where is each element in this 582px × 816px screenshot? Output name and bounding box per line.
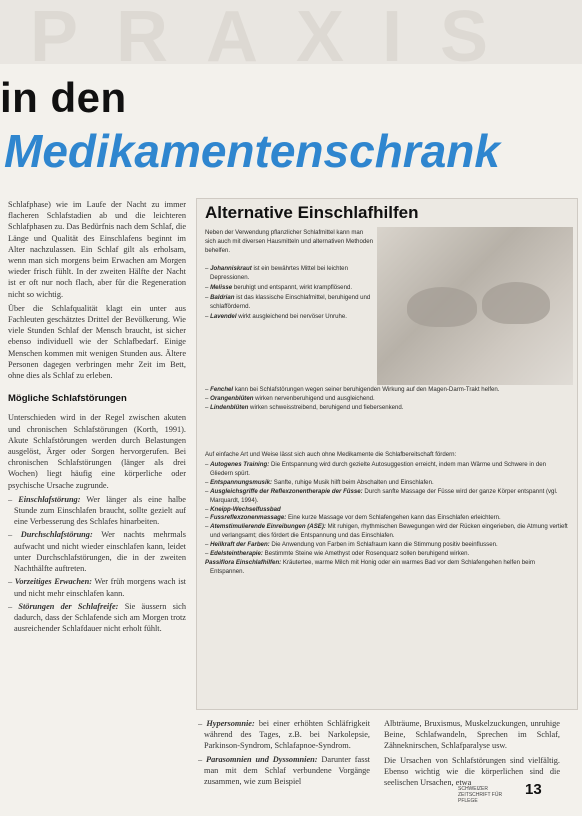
list-item: – Fussreflexzonenmassage: Eine kurze Massage vor dem Schlafengehen kann das Einschlafen erleichtern.: [205, 514, 501, 522]
paragraph: Unterschieden wird in der Regel zwischen akuten und chronischen Schlafstörungen (Korth, 1991). Akute Schlafstörungen werden durch Belastungen ausgelöst, Ärger oder Sorgen hervorgerufen. Bei chronischen Schlafstörungen (länger als drei Wochen) liegt häufig eine körperliche oder psychische Ursache zugrunde.: [8, 413, 186, 490]
box-intro: Neben der Verwendung pflanzlicher Schlafmittel kann man sich auch mit diversen Hausmitteln und alternativen Methoden behelfen.: [205, 229, 374, 254]
method-list: [205, 461, 569, 577]
list-item: – Durchschlafstörung: Wer nachts mehrmals aufwacht und nicht wieder einschlafen kann, leidet unter Durchschlafstörungen, die in der zweiten Nachthälfte auftreten.: [8, 530, 186, 574]
list-item: – Orangenblüten wirken nervenberuhigend und ausgleichend.: [205, 394, 375, 402]
list-item: – Johanniskraut ist ein bewährtes Mittel bei leichten Depressionen.: [205, 265, 348, 281]
subheading: Mögliche Schlafstörungen: [8, 393, 127, 405]
list-item: – Baldrian ist das klassische Einschlafmittel, beruhigend und schlaffördernd.: [205, 293, 371, 310]
hand-shape: [407, 287, 477, 327]
list-item: – Störungen der Schlafreife: Sie äussern sich dadurch, dass der Schlafende sich am Morgen trotz ausreichender Schlafdauer nicht erholt fühlt.: [8, 601, 186, 634]
list-item: – Kneipp-Wechselfussbad: [205, 505, 281, 513]
page-number: 13: [525, 781, 542, 798]
disorder-list: [8, 494, 186, 634]
header-band: [0, 0, 582, 77]
list-item: – Autogenes Training: Die Entspannung wird durch gezielte Autosuggestion erreicht, indem man Wärme und Schwere in den Gliedern spürt.: [205, 461, 546, 477]
paragraph: Über die Schlafqualität klagt ein unter aus Fachleuten geschätztes Drittel der Bevölkerung. Wie viele Stunden Schlaf der Mensch braucht, ist sicher ebenso individuell wie der Schlafbedarf. Einige Menschen kommen mit wenigen Stunden aus. Ältere Personen dagegen verbringen mehr Zeit im Bett, ohne dies als Schlaf zu erleben.: [8, 303, 186, 381]
herb-list-continued: [205, 386, 569, 413]
list-item: – Einschlafstörung: Wer länger als eine halbe Stunde zum Einschlafen braucht, sollte gezielt auf eine Verbesserung des Schlafes hinarbeiten.: [8, 494, 186, 527]
list-item: – Fenchel kann bei Schlafstörungen wegen seiner beruhigenden Wirkung auf den Magen-Darm-Trakt helfen.: [205, 386, 500, 393]
journal-footer: SCHWEIZER ZEITSCHRIFT FÜR PFLEGE: [458, 786, 503, 804]
list-item: – Parasomnien und Dyssomnien: Darunter fasst man mit dem Schlaf verbundene Vorgänge zusammen, wie zum Beispiel: [198, 754, 370, 787]
list-item: – Edelsteintherapie: Bestimmte Steine wie Amethyst oder Rosenquarz sollen beruhigend wirken.: [205, 550, 470, 558]
box-mid-text: Auf einfache Art und Weise lässt sich auch ohne Medikamente die Schlafbereitschaft fördern:: [205, 451, 457, 458]
box-title: Alternative Einschlafhilfen: [205, 203, 419, 222]
sidebar-box-alternative-sleep-aids: [196, 198, 578, 710]
paragraph: Schlafphase) wie im Laufe der Nacht zu immer flacheren Schlafstadien ab und die leichteren Schlafphasen zu. Das Bedürfnis nach dem Schlaf, die Länge und Qualität des Einschlafens beginnt im Alter nachzulassen. Ein Schlaf gilt als erholsam, wenn man sich morgens beim Erwachen am Morgen wieder frisch fühlt. In der zweiten Hälfte der Nacht ist er oft nur noch flach, aber für die Regeneration nicht so wichtig.: [8, 200, 186, 299]
article-column-middle: [198, 718, 370, 814]
headline-line-2: Medikamentenschrank: [4, 125, 500, 177]
list-item: Passiflora Einschlafhilfen: Kräutertee, warme Milch mit Honig oder ein warmes Bad vor dem Schlafengehen helfen beim Entspannen.: [205, 558, 535, 575]
list-item: – Ausgleichsgriffe der Reflexzonentherapie der Füsse: Durch sanfte Massage der Füsse wird der ganze Körper entspannt (vgl. Marquardt, 1994).: [205, 487, 558, 504]
list-item: – Hypersomnie: bei einer erhöhten Schläfrigkeit während des Tages, z.B. bei Narkolepsie, Parkinson-Syndrom, Schlafapnoe-Syndrom.: [198, 719, 370, 751]
paragraph: Die Ursachen von Schlafstörungen sind vielfältig. Ebenso wichtig wie die körperlichen sind die seelischen Ursachen, etwa: [384, 755, 560, 788]
article-column-left: [8, 199, 186, 799]
list-item: – Lindenblüten wirken schweisstreibend, beruhigend und fiebersenkend.: [205, 403, 404, 411]
herb-list: [205, 265, 373, 322]
list-item: – Heilkraft der Farben: Die Anwendung von Farben im Schlafraum kann die Stimmung positiv beeinflussen.: [205, 541, 498, 549]
paragraph: Albträume, Bruxismus, Muskelzuckungen, unruhige Beine, Schlafwandeln, Sprechen im Schlaf, Zähneknirschen, Schlafparalyse usw.: [384, 719, 560, 751]
list-item: – Entspannungsmusik: Sanfte, ruhige Musik hilft beim Abschalten und Einschlafen.: [205, 478, 434, 486]
section-header-word: PRAXIS: [30, 0, 527, 77]
list-item: – Melisse beruhigt und entspannt, wirkt krampflösend.: [205, 283, 353, 291]
list-item: – Lavendel wirkt ausgleichend bei nervöser Unruhe.: [205, 312, 347, 320]
headline-line-1: in den: [0, 74, 127, 121]
massage-photo: [377, 227, 573, 385]
hand-shape: [482, 282, 550, 324]
list-item: – Vorzeitiges Erwachen: Wer früh morgens wach ist und nicht mehr einschlafen kann.: [8, 577, 186, 598]
list-item: – Atemstimulierende Einreibungen (ASE): Mit ruhigen, rhythmischen Bewegungen wird der Rücken eingerieben, die Atmung vertieft und verlangsamt; dies fördert die Entspannung und das Einschlafen.: [205, 523, 568, 540]
